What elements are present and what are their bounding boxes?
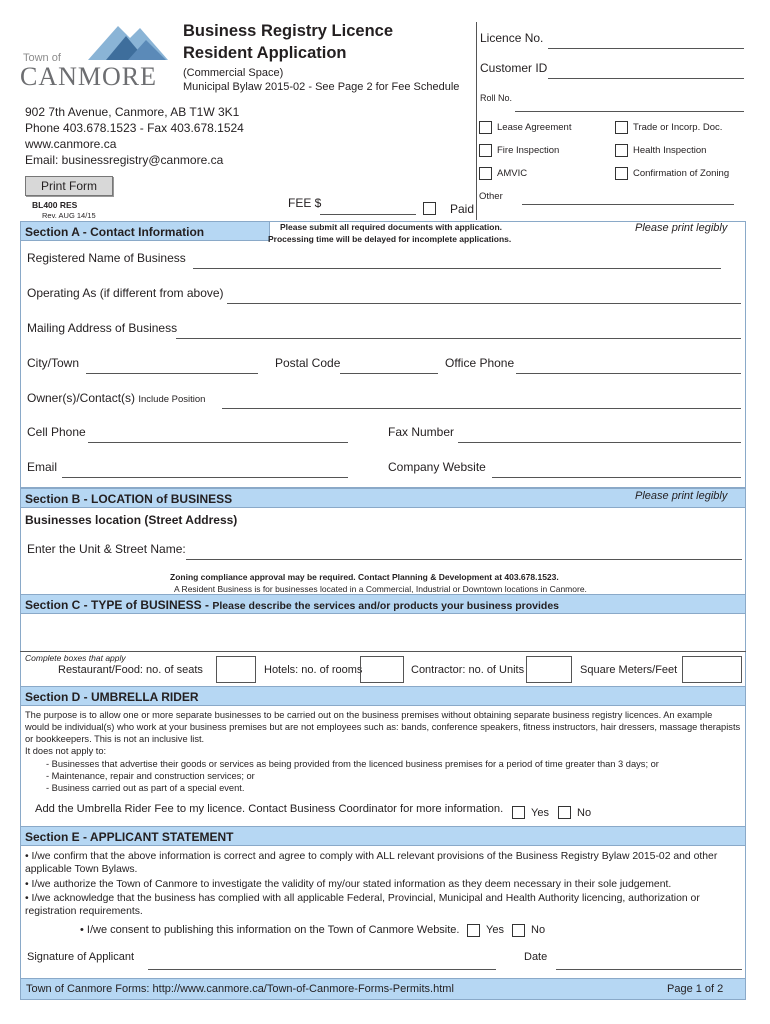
statement-2: • I/we authorize the Town of Canmore to investigate the validity of my/our stated information as they deem necessary in their sole judgement. bbox=[25, 879, 672, 890]
lease-agreement-checkbox[interactable] bbox=[479, 121, 492, 134]
town-phone: Phone 403.678.1523 - Fax 403.678.1524 bbox=[25, 121, 244, 135]
print-form-button[interactable]: Print Form bbox=[25, 176, 113, 196]
postal-code-label: Postal Code bbox=[275, 356, 341, 370]
statement-1b: applicable Town Bylaws. bbox=[25, 864, 138, 875]
office-phone-label: Office Phone bbox=[445, 356, 515, 370]
roll-no-line[interactable] bbox=[515, 111, 744, 112]
rider-paragraph-2: would be individual(s) who work at your business premises but are not employees such as: bands, conference speakers, fitness instructors, hair dressers, massage therapists bbox=[25, 722, 741, 732]
zoning-confirm-label: Confirmation of Zoning bbox=[633, 168, 730, 179]
section-e-title: Section E - APPLICANT STATEMENT bbox=[25, 830, 234, 844]
square-meters-label: Square Meters/Feet bbox=[580, 664, 678, 676]
amvic-checkbox[interactable] bbox=[479, 167, 492, 180]
date-input[interactable] bbox=[556, 969, 742, 970]
bylaw-reference: Municipal Bylaw 2015-02 - See Page 2 for Fee Schedule bbox=[183, 81, 460, 93]
rider-paragraph-3: or bookkeepers. This is not an inclusive list. bbox=[25, 734, 205, 744]
rider-bullet-3: - Business carried out as part of a special event. bbox=[46, 783, 245, 793]
hotels-label: Hotels: no. of rooms bbox=[264, 664, 363, 676]
rider-bullet-1: - Businesses that advertise their goods or services as being provided from the licenced business premises for a period of time greater than 3 days; or bbox=[46, 759, 659, 769]
cell-phone-label: Cell Phone bbox=[27, 425, 86, 439]
owners-label-text: Owner(s)/Contact(s) bbox=[27, 391, 136, 405]
fax-number-label: Fax Number bbox=[388, 425, 455, 439]
mailing-address-input[interactable] bbox=[176, 338, 741, 339]
add-rider-label: Add the Umbrella Rider Fee to my licence. Contact Business Coordinator for more information. bbox=[35, 803, 504, 815]
notice-line1: Please submit all required documents with application. bbox=[280, 222, 502, 232]
section-c-title-main: Section C - TYPE of BUSINESS - bbox=[25, 598, 213, 612]
statement-1a: • I/we confirm that the above information is correct and agree to comply with ALL relevant provisions of the Business Registry Bylaw 2015-02 and other bbox=[25, 851, 718, 862]
town-address: 902 7th Avenue, Canmore, AB T1W 3K1 bbox=[25, 105, 240, 119]
section-d-title: Section D - UMBRELLA RIDER bbox=[25, 690, 199, 704]
town-website: www.canmore.ca bbox=[25, 137, 117, 151]
section-a-title: Section A - Contact Information bbox=[25, 225, 205, 239]
notice-line2: Processing time will be delayed for incomplete applications. bbox=[268, 234, 512, 244]
description-divider bbox=[20, 651, 746, 652]
email-input[interactable] bbox=[62, 477, 348, 478]
form-title-line1: Business Registry Licence bbox=[183, 22, 394, 40]
lease-agreement-label: Lease Agreement bbox=[497, 122, 572, 133]
registered-name-label: Registered Name of Business bbox=[27, 251, 186, 265]
city-input[interactable] bbox=[86, 373, 258, 374]
fire-inspection-label: Fire Inspection bbox=[497, 145, 560, 156]
email-label: Email bbox=[27, 460, 58, 474]
consent-no-label: No bbox=[531, 924, 546, 936]
fee-label: FEE $ bbox=[288, 196, 322, 210]
other-line[interactable] bbox=[522, 204, 734, 205]
form-revision: Rev. AUG 14/15 bbox=[42, 211, 96, 220]
print-legibly-note: Please print legibly bbox=[635, 222, 728, 234]
operating-as-label: Operating As (if different from above) bbox=[27, 286, 224, 300]
postal-code-input[interactable] bbox=[340, 373, 438, 374]
rider-no-label: No bbox=[577, 807, 592, 819]
fax-number-input[interactable] bbox=[458, 442, 741, 443]
licence-no-label: Licence No. bbox=[480, 31, 544, 45]
zoning-note: Zoning compliance approval may be required. Contact Planning & Development at 403.678.1523. bbox=[170, 572, 559, 582]
owners-label bbox=[27, 391, 205, 405]
logo-town-of: Town of bbox=[23, 52, 61, 64]
form-subtitle: (Commercial Space) bbox=[183, 67, 284, 79]
health-inspection-label: Health Inspection bbox=[633, 145, 707, 156]
rider-no-checkbox[interactable] bbox=[558, 806, 571, 819]
business-description-input[interactable] bbox=[20, 614, 746, 652]
resident-business-note: A Resident Business is for businesses located in a Commercial, Industrial or Downtown locations in Canmore. bbox=[174, 584, 587, 594]
office-phone-input[interactable] bbox=[516, 373, 741, 374]
footer-forms-link[interactable]: Town of Canmore Forms: http://www.canmore.ca/Town-of-Canmore-Forms-Permits.html bbox=[26, 983, 454, 995]
square-meters-input[interactable] bbox=[682, 656, 742, 683]
rider-bullet-2: - Maintenance, repair and construction services; or bbox=[46, 771, 255, 781]
office-use-box bbox=[476, 22, 746, 220]
trade-incorp-label: Trade or Incorp. Doc. bbox=[633, 122, 723, 133]
section-c-title bbox=[25, 598, 559, 612]
section-b-title: Section B - LOCATION of BUSINESS bbox=[25, 492, 233, 506]
other-label: Other bbox=[479, 191, 503, 202]
registered-name-input[interactable] bbox=[193, 268, 721, 269]
mailing-address-label: Mailing Address of Business bbox=[27, 321, 178, 335]
fire-inspection-checkbox[interactable] bbox=[479, 144, 492, 157]
logo-canmore: CANMORE bbox=[20, 62, 158, 91]
mountain-logo-icon bbox=[88, 22, 168, 62]
town-logo bbox=[18, 22, 173, 91]
town-email: Email: businessregistry@canmore.ca bbox=[25, 153, 224, 167]
statement-3a: • I/we acknowledge that the business has complied with all applicable Federal, Provincial, Municipal and Health Authority licencing, authorization or bbox=[25, 893, 700, 904]
complete-boxes-note: Complete boxes that apply bbox=[25, 653, 126, 663]
contractor-units-input[interactable] bbox=[526, 656, 572, 683]
zoning-confirm-checkbox[interactable] bbox=[615, 167, 628, 180]
paid-checkbox[interactable] bbox=[423, 202, 436, 215]
contractor-label: Contractor: no. of Units bbox=[411, 664, 525, 676]
rider-not-apply: It does not apply to: bbox=[25, 746, 107, 756]
include-position-hint: Include Position bbox=[138, 394, 206, 405]
consent-yes-label: Yes bbox=[486, 924, 504, 936]
restaurant-label: Restaurant/Food: no. of seats bbox=[58, 664, 203, 676]
owners-input[interactable] bbox=[222, 408, 741, 409]
unit-street-label: Enter the Unit & Street Name: bbox=[27, 542, 186, 556]
print-legibly-note-b: Please print legibly bbox=[635, 490, 728, 502]
hotel-rooms-input[interactable] bbox=[360, 656, 404, 683]
signature-label: Signature of Applicant bbox=[27, 951, 135, 963]
rider-yes-label: Yes bbox=[531, 807, 549, 819]
city-label: City/Town bbox=[27, 356, 80, 370]
consent-no-checkbox[interactable] bbox=[512, 924, 525, 937]
unit-street-input[interactable] bbox=[186, 559, 742, 560]
amvic-label: AMVIC bbox=[497, 168, 528, 179]
fee-input-line[interactable] bbox=[320, 214, 416, 215]
cell-phone-input[interactable] bbox=[88, 442, 348, 443]
company-website-label: Company Website bbox=[388, 460, 486, 474]
health-inspection-checkbox[interactable] bbox=[615, 144, 628, 157]
customer-id-line[interactable] bbox=[548, 78, 744, 79]
section-c-title-rest: Please describe the services and/or products your business provides bbox=[212, 600, 559, 612]
consent-label: • I/we consent to publishing this information on the Town of Canmore Website. bbox=[80, 924, 460, 936]
statement-3b: registration requirements. bbox=[25, 906, 143, 917]
rider-yes-checkbox[interactable] bbox=[512, 806, 525, 819]
signature-input[interactable] bbox=[148, 969, 496, 970]
form-code: BL400 RES bbox=[32, 200, 78, 210]
company-website-input[interactable] bbox=[492, 477, 741, 478]
page-number: Page 1 of 2 bbox=[667, 983, 724, 995]
trade-incorp-checkbox[interactable] bbox=[615, 121, 628, 134]
rider-paragraph-1: The purpose is to allow one or more separate businesses to be carried out on the business premises without obtaining separate business registry licences. An example bbox=[25, 710, 713, 720]
roll-no-label: Roll No. bbox=[480, 93, 513, 103]
consent-yes-checkbox[interactable] bbox=[467, 924, 480, 937]
paid-label: Paid bbox=[450, 202, 475, 216]
restaurant-seats-input[interactable] bbox=[216, 656, 256, 683]
operating-as-input[interactable] bbox=[227, 303, 741, 304]
date-label: Date bbox=[524, 951, 548, 963]
licence-no-line[interactable] bbox=[548, 48, 744, 49]
section-b-subtitle: Businesses location (Street Address) bbox=[25, 513, 238, 527]
customer-id-label: Customer ID bbox=[480, 61, 548, 75]
form-title-line2: Resident Application bbox=[183, 44, 347, 62]
